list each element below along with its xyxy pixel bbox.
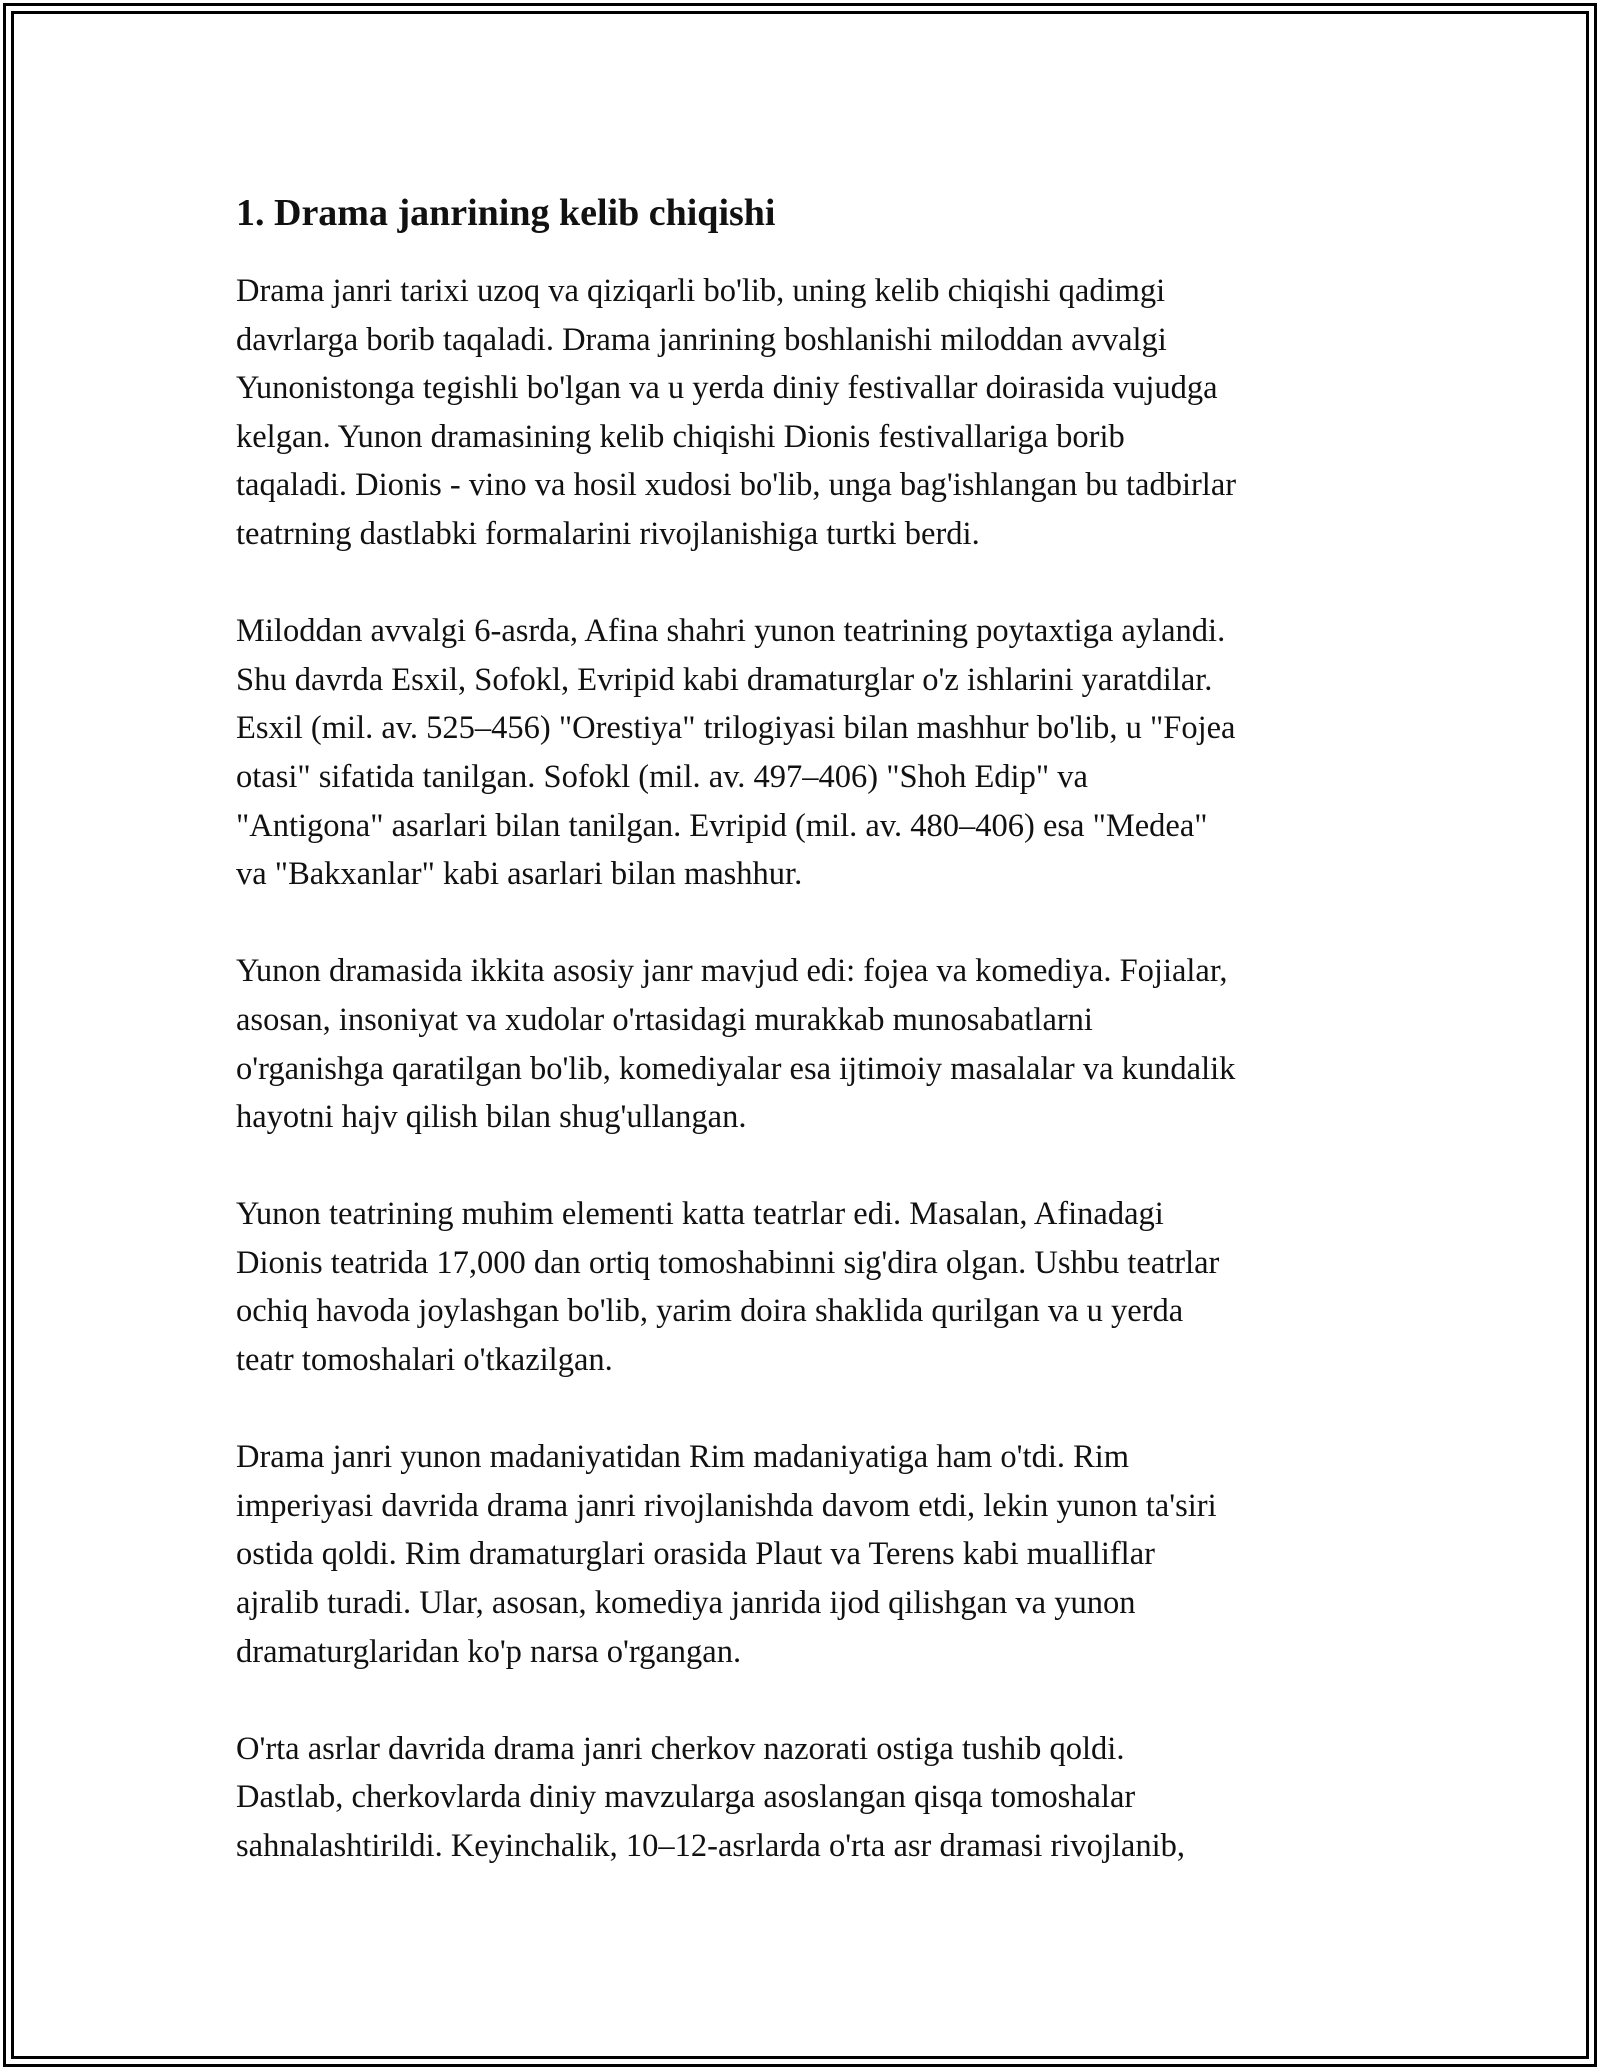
paragraph-genres [236, 947, 1376, 1141]
paragraph-rome [236, 1433, 1376, 1676]
paragraph-line: Yunon dramasida ikkita asosiy janr mavjud edi: fojea va komediya. Fojialar, [236, 953, 1228, 990]
paragraph-line: "Antigona" asarlari bilan tanilgan. Evripid (mil. av. 480–406) esa "Medea" [236, 807, 1208, 844]
paragraph-athens [236, 607, 1376, 899]
paragraph-line: ajralib turadi. Ular, asosan, komediya janrida ijod qilishgan va yunon [236, 1585, 1136, 1622]
paragraph-line: Shu davrda Esxil, Sofokl, Evripid kabi dramaturglar o'z ishlarini yaratdilar. [236, 661, 1213, 698]
paragraph-line: Miloddan avvalgi 6-asrda, Afina shahri yunon teatrining poytaxtiga aylandi. [236, 613, 1226, 650]
document-body [236, 185, 1376, 1919]
paragraph-origins [236, 267, 1376, 559]
paragraph-line: Yunonistonga tegishli bo'lgan va u yerda diniy festivallar doirasida vujudga [236, 370, 1218, 407]
section-heading: 1. Drama janrining kelib chiqishi [236, 192, 776, 234]
paragraph-line: Dastlab, cherkovlarda diniy mavzularga asoslangan qisqa tomoshalar [236, 1779, 1136, 1816]
paragraph-line: Yunon teatrining muhim elementi katta teatrlar edi. Masalan, Afinadagi [236, 1196, 1164, 1233]
paragraph-line: Esxil (mil. av. 525–456) "Orestiya" trilogiyasi bilan mashhur bo'lib, u "Fojea [236, 710, 1236, 747]
paragraph-middle-ages [236, 1725, 1376, 1871]
paragraph-line: ostida qoldi. Rim dramaturglari orasida Plaut va Terens kabi mualliflar [236, 1536, 1155, 1573]
paragraph-line: davrlarga borib taqaladi. Drama janrining boshlanishi miloddan avvalgi [236, 321, 1167, 358]
paragraph-line: imperiyasi davrida drama janri rivojlanishda davom etdi, lekin yunon ta'siri [236, 1487, 1217, 1524]
paragraph-line: dramaturglaridan ko'p narsa o'rgangan. [236, 1633, 742, 1670]
paragraph-line: teatrning dastlabki formalarini rivojlanishiga turtki berdi. [236, 515, 980, 552]
paragraph-line: va "Bakxanlar" kabi asarlari bilan mashhur. [236, 856, 803, 893]
paragraph-theatres [236, 1190, 1376, 1384]
paragraph-line: Dionis teatrida 17,000 dan ortiq tomoshabinni sig'dira olgan. Ushbu teatrlar [236, 1244, 1220, 1281]
paragraph-line: Drama janri yunon madaniyatidan Rim madaniyatiga ham o'tdi. Rim [236, 1439, 1130, 1476]
paragraph-line: O'rta asrlar davrida drama janri cherkov nazorati ostiga tushib qoldi. [236, 1730, 1125, 1767]
paragraph-line: ochiq havoda joylashgan bo'lib, yarim doira shaklida qurilgan va u yerda [236, 1293, 1184, 1330]
paragraph-line: hayotni hajv qilish bilan shug'ullangan. [236, 1099, 747, 1136]
paragraph-line: Drama janri tarixi uzoq va qiziqarli bo'lib, uning kelib chiqishi qadimgi [236, 273, 1166, 309]
paragraph-line: taqaladi. Dionis - vino va hosil xudosi bo'lib, unga bag'ishlangan bu tadbirlar [236, 467, 1237, 504]
paragraph-line: otasi" sifatida tanilgan. Sofokl (mil. av. 497–406) "Shoh Edip" va [236, 758, 1088, 795]
paragraph-line: kelgan. Yunon dramasining kelib chiqishi Dionis festivallariga borib [236, 418, 1125, 455]
paragraph-line: o'rganishga qaratilgan bo'lib, komediyalar esa ijtimoiy masalalar va kundalik [236, 1050, 1236, 1087]
paragraph-line: teatr tomoshalari o'tkazilgan. [236, 1342, 613, 1379]
paragraph-line: asosan, insoniyat va xudolar o'rtasidagi murakkab munosabatlarni [236, 1001, 1093, 1038]
paragraph-line: sahnalashtirildi. Keyinchalik, 10–12-asrlarda o'rta asr dramasi rivojlanib, [236, 1828, 1185, 1864]
